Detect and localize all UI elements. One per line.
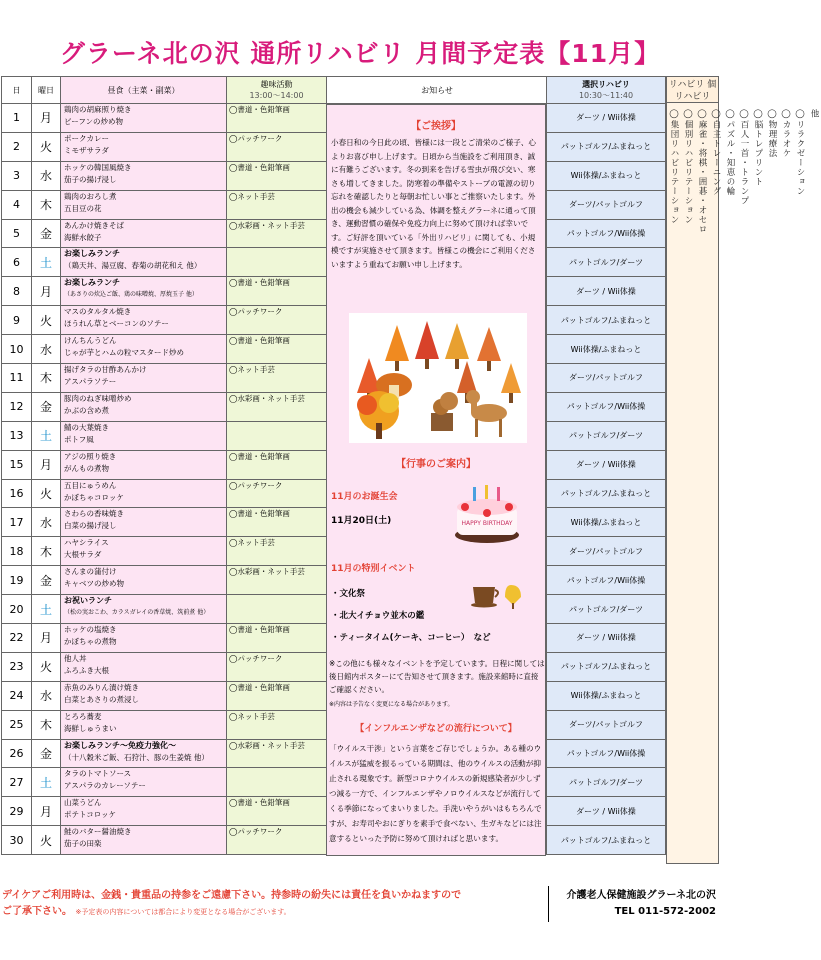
footer-notice-line1: デイケアご利用時は、金銭・貴重品の持参をご遠慮下さい。持参時の紛失には責任を負いかねますので bbox=[2, 890, 462, 901]
header-rehab-time: 10:30～11:40 bbox=[578, 91, 634, 100]
flu-body: 「ウイルス干渉」という言葉をご存じでしょうか。ある種のウイルスが猛威を振るっている期間は、他のウイルスの活動が抑止される現象です。新型コロナウイルスの新規感染者が少しずつ減る一方で、インフルエンザやノロウイルスなどが流行してくる季節になってまいりました。手洗いやうがいはもちろんですが、お寿司やおにぎりを素手で食べない、生ガキなどには注意するといった予防に努めて頂ければと思います。 bbox=[329, 744, 542, 843]
meal-side: 茄子の田楽 bbox=[64, 839, 102, 849]
weekday-cell: 火 bbox=[32, 479, 61, 508]
weekday-cell: 木 bbox=[32, 190, 61, 219]
weekday-cell: 金 bbox=[32, 219, 61, 248]
day-cell: 23 bbox=[2, 652, 32, 681]
hobby-cell bbox=[227, 421, 327, 450]
day-cell: 24 bbox=[2, 681, 32, 710]
rehab-row bbox=[547, 710, 666, 739]
meal-side: 白菜とあさりの煮浸し bbox=[64, 694, 139, 704]
weekday-cell: 金 bbox=[32, 566, 61, 595]
meal-cell bbox=[61, 537, 227, 566]
day-cell: 10 bbox=[2, 335, 32, 364]
hobby-cell: ◯ネット手芸 bbox=[227, 190, 327, 219]
weekday-cell: 金 bbox=[32, 739, 61, 768]
coffee-cup-icon bbox=[467, 579, 527, 609]
meal-side: ミモザサラダ bbox=[64, 145, 109, 155]
rehab-cell: Wii体操/ふまねっと bbox=[547, 335, 666, 364]
weekday-cell: 土 bbox=[32, 595, 61, 624]
rehab-row bbox=[547, 364, 666, 393]
meal-side: かぼちゃコロッケ bbox=[64, 492, 124, 502]
meal-main: 揚げタラの甘酢あんかけ bbox=[64, 365, 147, 375]
rehab-cell: パットゴルフ/Wii体操 bbox=[547, 739, 666, 768]
hobby-cell bbox=[227, 248, 327, 277]
meal-main: ポークカレー bbox=[64, 133, 109, 143]
day-cell: 17 bbox=[2, 508, 32, 537]
hobby-cell: ◯書道・色鉛筆画 bbox=[227, 681, 327, 710]
rehab-row bbox=[547, 421, 666, 450]
rehab-cell: ダーツ/パットゴルフ bbox=[547, 710, 666, 739]
rehab-cell: パットゴルフ/Wii体操 bbox=[547, 566, 666, 595]
hobby-cell: ◯書道・色鉛筆画 bbox=[227, 277, 327, 306]
meal-cell bbox=[61, 450, 227, 479]
rehab-cell: ダーツ / Wii体操 bbox=[547, 104, 666, 133]
weekday-cell: 木 bbox=[32, 364, 61, 393]
meal-side: がんもの煮物 bbox=[64, 463, 109, 473]
rehab-row bbox=[547, 219, 666, 248]
rehab-row bbox=[547, 537, 666, 566]
day-cell: 3 bbox=[2, 161, 32, 190]
rehab-table bbox=[546, 76, 666, 855]
rehab-row bbox=[547, 104, 666, 133]
header-rehab-title: 選択リハビリ bbox=[582, 80, 630, 89]
rehab-row bbox=[547, 277, 666, 306]
flu-heading: 【インフルエンザなどの流行について】 bbox=[355, 724, 517, 734]
meal-main: あんかけ焼きそば bbox=[64, 220, 124, 230]
hobby-cell: ◯水彩画・ネット手芸 bbox=[227, 219, 327, 248]
header-hobby bbox=[227, 77, 327, 104]
hobby-cell: ◯書道・色鉛筆画 bbox=[227, 104, 327, 133]
meal-side: 海鮮水餃子 bbox=[64, 232, 102, 242]
rehab-row bbox=[547, 595, 666, 624]
day-cell: 8 bbox=[2, 277, 32, 306]
day-cell: 12 bbox=[2, 392, 32, 421]
weekday-cell: 水 bbox=[32, 681, 61, 710]
rehab-row bbox=[547, 161, 666, 190]
meal-side: アスパラソテー bbox=[64, 377, 117, 387]
special-event-small-note: ※内容は予告なく変更になる場合があります。 bbox=[329, 701, 454, 708]
individual-rehab-item: ◯百人一首・トランプ bbox=[739, 109, 749, 206]
header-rehab bbox=[547, 77, 666, 104]
day-cell: 5 bbox=[2, 219, 32, 248]
meal-main: 豚肉のねぎ味噌炒め bbox=[64, 393, 132, 403]
hobby-cell: ◯書道・色鉛筆画 bbox=[227, 797, 327, 826]
rehab-row bbox=[547, 190, 666, 219]
weekday-cell: 月 bbox=[32, 277, 61, 306]
rehab-row bbox=[547, 450, 666, 479]
rehab-row bbox=[547, 479, 666, 508]
meal-side: キャベツの炒め物 bbox=[64, 579, 124, 589]
autumn-trees-illustration bbox=[349, 313, 527, 443]
weekday-cell: 土 bbox=[32, 768, 61, 797]
day-cell: 19 bbox=[2, 566, 32, 595]
meal-side: 白菜の揚げ浸し bbox=[64, 521, 117, 531]
hobby-cell: ◯書道・色鉛筆画 bbox=[227, 335, 327, 364]
meal-side: （あさりの炊込ご飯、鶏の味噌焼、厚焼玉子 他） bbox=[64, 291, 198, 299]
weekday-cell: 水 bbox=[32, 508, 61, 537]
meal-cell bbox=[61, 132, 227, 161]
rehab-row bbox=[547, 826, 666, 855]
meal-side: ビーフンの炒め物 bbox=[64, 117, 124, 126]
rehab-row bbox=[547, 335, 666, 364]
meal-main: 鶏肉のおろし煮 bbox=[64, 191, 117, 201]
hobby-cell: ◯書道・色鉛筆画 bbox=[227, 508, 327, 537]
cake-text: HAPPY BIRTHDAY bbox=[461, 520, 513, 527]
rehab-cell: Wii体操/ふまねっと bbox=[547, 161, 666, 190]
individual-rehab-item: ◯パズル・知恵の輪 bbox=[725, 109, 735, 196]
meal-cell bbox=[61, 306, 227, 335]
meal-side: じゃが芋とハムの粒マスタード炒め bbox=[64, 348, 184, 358]
rehab-row bbox=[547, 248, 666, 277]
day-cell: 29 bbox=[2, 797, 32, 826]
meal-side: アスパラのカレーソテー bbox=[64, 781, 146, 791]
meal-cell bbox=[61, 739, 227, 768]
rehab-row bbox=[547, 797, 666, 826]
header-weekday: 曜日 bbox=[32, 77, 61, 104]
rehab-cell: ダーツ/パットゴルフ bbox=[547, 190, 666, 219]
day-cell: 18 bbox=[2, 537, 32, 566]
rehab-row bbox=[547, 768, 666, 797]
rehab-cell: パットゴルフ/ふまねっと bbox=[547, 306, 666, 335]
weekday-cell: 月 bbox=[32, 797, 61, 826]
rehab-row bbox=[547, 508, 666, 537]
special-event-title: 11月の特別イベント bbox=[331, 564, 416, 574]
rehab-cell: ダーツ / Wii体操 bbox=[547, 450, 666, 479]
meal-main: マスのタルタル焼き bbox=[64, 307, 132, 317]
meal-main: ホッケの韓国風焼き bbox=[64, 162, 132, 172]
meal-main: けんちんうどん bbox=[64, 336, 117, 346]
rehab-cell: パットゴルフ/ダーツ bbox=[547, 248, 666, 277]
rehab-row bbox=[547, 392, 666, 421]
hobby-cell: ◯水彩画・ネット手芸 bbox=[227, 566, 327, 595]
rehab-cell: パットゴルフ/ダーツ bbox=[547, 595, 666, 624]
meal-cell bbox=[61, 797, 227, 826]
weekday-cell: 月 bbox=[32, 624, 61, 653]
meal-main: 五目にゅうめん bbox=[64, 480, 117, 490]
hobby-cell: ◯書道・色鉛筆画 bbox=[227, 624, 327, 653]
individual-rehab-item: ◯麻雀・将棋・囲碁・オセロ bbox=[697, 109, 707, 234]
rehab-row bbox=[547, 652, 666, 681]
meal-main: ホッケの塩焼き bbox=[64, 625, 117, 635]
greeting-body: 小春日和の今日此の頃、皆様には一段とご清栄のご様子、心よりお喜び申し上げます。日頃から当施設をご利用頂き、誠に有難うございます。冬の到来を告げる雪虫が飛び交い、寒さも増してきました。防寒着の準備やストーブの電源の切り忘れを確認したりと毎朝お忙しい事とご推察いたします。外出の機会も減少している為、体調を整えグラーネに通って頂き、運動習慣の確保や免疫力向上に努めて頂ければ幸いです。ご好評を頂いている「外出リハビリ」に関しても、小規模ですが実施させて頂きます。皆様この機会にご利用くださいますよう重ねてお願い申し上げます。 bbox=[331, 138, 537, 269]
meal-cell bbox=[61, 364, 227, 393]
day-cell: 2 bbox=[2, 132, 32, 161]
rehab-cell: パットゴルフ/Wii体操 bbox=[547, 392, 666, 421]
day-cell: 9 bbox=[2, 306, 32, 335]
weekday-cell: 水 bbox=[32, 161, 61, 190]
hobby-cell: ◯パッチワーク bbox=[227, 132, 327, 161]
individual-rehab-item: ◯脳トレプリント bbox=[753, 109, 763, 187]
header-hobby-time: 13:00～14:00 bbox=[249, 91, 304, 100]
meal-cell bbox=[61, 768, 227, 797]
hobby-cell: ◯パッチワーク bbox=[227, 479, 327, 508]
meal-cell bbox=[61, 624, 227, 653]
individual-rehab-list bbox=[666, 103, 819, 864]
page-title: グラーネ北の沢 通所リハビリ 月間予定表【11月】 bbox=[59, 39, 661, 68]
day-cell: 30 bbox=[2, 826, 32, 855]
meal-side: （松の実おこわ、カラスガレイの香草焼、筑前煮 他） bbox=[64, 609, 210, 617]
meal-cell bbox=[61, 335, 227, 364]
meal-main: ハヤシライス bbox=[64, 538, 109, 548]
weekday-cell: 火 bbox=[32, 826, 61, 855]
day-cell: 27 bbox=[2, 768, 32, 797]
meal-cell bbox=[61, 710, 227, 739]
rehab-cell: パットゴルフ/ふまねっと bbox=[547, 132, 666, 161]
rehab-row bbox=[547, 739, 666, 768]
header-individual bbox=[666, 76, 719, 103]
meal-main: 鮭のバター醤油焼き bbox=[64, 827, 132, 837]
weekday-cell: 火 bbox=[32, 652, 61, 681]
meal-cell bbox=[61, 681, 227, 710]
day-cell: 4 bbox=[2, 190, 32, 219]
rehab-cell: パットゴルフ/Wii体操 bbox=[547, 219, 666, 248]
meal-side: 茄子の揚げ浸し bbox=[64, 174, 117, 184]
day-cell: 1 bbox=[2, 104, 32, 133]
meal-cell bbox=[61, 652, 227, 681]
rehab-row bbox=[547, 566, 666, 595]
individual-rehab-item: ◯集団リハビリテーション bbox=[669, 109, 679, 225]
meal-side: ふろふき大根 bbox=[64, 665, 109, 675]
rehab-cell: パットゴルフ/ダーツ bbox=[547, 421, 666, 450]
meal-cell bbox=[61, 104, 227, 133]
meal-side: かぶの含め煮 bbox=[64, 405, 109, 415]
meal-main: 赤魚のみりん漬け焼き bbox=[64, 682, 139, 692]
meal-main: お楽しみランチ～免疫力強化～ bbox=[64, 740, 176, 750]
rehab-cell: ダーツ / Wii体操 bbox=[547, 624, 666, 653]
meal-cell bbox=[61, 277, 227, 306]
rehab-cell: ダーツ / Wii体操 bbox=[547, 277, 666, 306]
weekday-cell: 火 bbox=[32, 306, 61, 335]
hobby-cell: ◯水彩画・ネット手芸 bbox=[227, 392, 327, 421]
rehab-cell: ダーツ / Wii体操 bbox=[547, 797, 666, 826]
meal-cell bbox=[61, 479, 227, 508]
day-cell: 15 bbox=[2, 450, 32, 479]
meal-cell bbox=[61, 508, 227, 537]
meal-main: お楽しみランチ bbox=[64, 278, 120, 288]
hobby-cell bbox=[227, 595, 327, 624]
meal-cell bbox=[61, 219, 227, 248]
weekday-cell: 木 bbox=[32, 537, 61, 566]
footer-line2-small: ※予定表の内容については都合により変更となる場合がございます。 bbox=[75, 908, 291, 916]
meal-side: （十八穀米ご飯、石狩汁、豚の生姜焼 他） bbox=[64, 752, 209, 762]
meal-main: さんまの蒲付け bbox=[64, 567, 117, 577]
individual-rehab-item: ◯カラオケ bbox=[781, 109, 791, 158]
header-day: 日 bbox=[2, 77, 32, 104]
individual-rehab-item: ◯リラクゼーション bbox=[795, 109, 805, 196]
meal-cell bbox=[61, 248, 227, 277]
meal-main: 鶏肉の胡麻照り焼き bbox=[64, 105, 132, 114]
day-cell: 26 bbox=[2, 739, 32, 768]
meal-main: お楽しみランチ bbox=[64, 249, 120, 259]
meal-main: 他人丼 bbox=[64, 653, 87, 663]
hobby-cell: ◯水彩画・ネット手芸 bbox=[227, 739, 327, 768]
rehab-row bbox=[547, 624, 666, 653]
hobby-cell bbox=[227, 768, 327, 797]
meal-main: お祝いランチ bbox=[64, 596, 112, 606]
meal-cell bbox=[61, 161, 227, 190]
special-event-item: ・文化祭 bbox=[331, 589, 366, 599]
rehab-row bbox=[547, 681, 666, 710]
rehab-cell: ダーツ/パットゴルフ bbox=[547, 537, 666, 566]
meal-side: 五目豆の花 bbox=[64, 203, 102, 213]
rehab-cell: Wii体操/ふまねっと bbox=[547, 508, 666, 537]
meal-main: 鯖の大葉焼き bbox=[64, 422, 109, 432]
birthday-title: 11月のお誕生会 bbox=[331, 492, 398, 502]
rehab-cell: パットゴルフ/ふまねっと bbox=[547, 652, 666, 681]
meal-side: かぼちゃの煮物 bbox=[64, 637, 117, 647]
header-individual-label: リハビリ 個リハビリ bbox=[668, 80, 717, 102]
special-event-item: ・北大イチョウ並木の鑑 bbox=[331, 611, 425, 621]
meal-main: さわらの香味焼き bbox=[64, 509, 124, 519]
meal-main: 山菜うどん bbox=[64, 798, 102, 808]
day-cell: 11 bbox=[2, 364, 32, 393]
meal-cell bbox=[61, 595, 227, 624]
individual-rehab-column bbox=[666, 76, 819, 864]
day-cell: 22 bbox=[2, 624, 32, 653]
event-heading: 【行事のご案内】 bbox=[396, 459, 476, 470]
weekday-cell: 木 bbox=[32, 710, 61, 739]
weekday-cell: 土 bbox=[32, 248, 61, 277]
footer-notice-line2 bbox=[2, 904, 291, 920]
meal-cell bbox=[61, 190, 227, 219]
notice-area bbox=[326, 104, 546, 856]
meal-main: とろろ蕎麦 bbox=[64, 711, 102, 721]
meal-main: アジの照り焼き bbox=[64, 451, 117, 461]
greeting-heading: 【ご挨拶】 bbox=[411, 121, 461, 132]
hobby-cell: ◯書道・色鉛筆画 bbox=[227, 161, 327, 190]
rehab-cell: パットゴルフ/ふまねっと bbox=[547, 479, 666, 508]
weekday-cell: 水 bbox=[32, 335, 61, 364]
header-hobby-title: 趣味活動 bbox=[260, 80, 293, 89]
meal-side: ほうれん草とベーコンのソテー bbox=[64, 319, 169, 329]
rehab-row bbox=[547, 132, 666, 161]
day-cell: 13 bbox=[2, 421, 32, 450]
footer-line2-text: ご了承下さい。 bbox=[2, 906, 72, 917]
day-cell: 6 bbox=[2, 248, 32, 277]
special-event-item: ・ティータイム(ケーキ、コーヒー） など bbox=[331, 633, 491, 643]
weekday-cell: 金 bbox=[32, 392, 61, 421]
weekday-cell: 土 bbox=[32, 421, 61, 450]
birthday-date: 11月20日(土) bbox=[331, 516, 392, 526]
day-cell: 25 bbox=[2, 710, 32, 739]
meal-cell bbox=[61, 421, 227, 450]
facility-name: 介護老人保健施設グラーネ北の沢 bbox=[566, 890, 716, 901]
birthday-cake-illustration bbox=[451, 485, 523, 545]
hobby-cell: ◯ネット手芸 bbox=[227, 364, 327, 393]
rehab-cell: Wii体操/ふまねっと bbox=[547, 681, 666, 710]
hobby-cell: ◯ネット手芸 bbox=[227, 710, 327, 739]
weekday-cell: 月 bbox=[32, 104, 61, 133]
facility-tel: TEL 011-572-2002 bbox=[614, 906, 716, 917]
hobby-cell: ◯書道・色鉛筆画 bbox=[227, 450, 327, 479]
hobby-cell: ◯パッチワーク bbox=[227, 652, 327, 681]
meal-side: ポトフ風 bbox=[64, 434, 94, 444]
header-notice: お知らせ bbox=[327, 77, 548, 104]
individual-rehab-item: ◯自主トレーニング bbox=[711, 109, 721, 196]
weekday-cell: 火 bbox=[32, 132, 61, 161]
rehab-cell: ダーツ/パットゴルフ bbox=[547, 364, 666, 393]
hobby-cell: ◯パッチワーク bbox=[227, 826, 327, 855]
header-meal: 昼食（主菜・副菜） bbox=[61, 77, 227, 104]
rehab-row bbox=[547, 306, 666, 335]
day-cell: 20 bbox=[2, 595, 32, 624]
rehab-cell: パットゴルフ/ふまねっと bbox=[547, 826, 666, 855]
day-cell: 16 bbox=[2, 479, 32, 508]
weekday-cell: 月 bbox=[32, 450, 61, 479]
meal-side: ポテトコロッケ bbox=[64, 810, 117, 820]
meal-side: 海鮮しゅうまい bbox=[64, 723, 117, 733]
footer-divider bbox=[548, 886, 549, 922]
rehab-cell: パットゴルフ/ダーツ bbox=[547, 768, 666, 797]
individual-rehab-item: ◯個別リハビリテーション bbox=[683, 109, 693, 225]
meal-side: （鶏天丼、湯豆腐、春菊の胡花和え 他） bbox=[64, 261, 202, 271]
individual-rehab-item: 他 bbox=[809, 109, 819, 119]
meal-main: タラのトマトソース bbox=[64, 769, 132, 779]
meal-cell bbox=[61, 566, 227, 595]
hobby-cell: ◯パッチワーク bbox=[227, 306, 327, 335]
meal-side: 大根サラダ bbox=[64, 550, 102, 560]
meal-cell bbox=[61, 826, 227, 855]
special-event-note: ※この他にも様々なイベントを予定しています。日程に関しては後日館内ポスターにて告知させて頂きます。施設来館時に直接ご確認ください。 bbox=[329, 659, 545, 694]
individual-rehab-item: ◯物理療法 bbox=[767, 109, 777, 158]
meal-cell bbox=[61, 392, 227, 421]
hobby-cell: ◯ネット手芸 bbox=[227, 537, 327, 566]
